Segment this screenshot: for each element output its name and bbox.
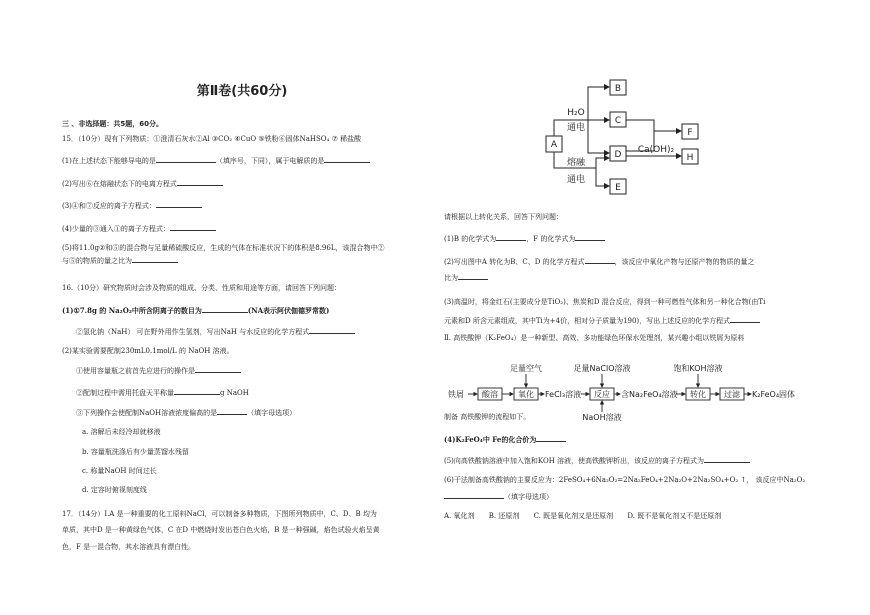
- flow-react: 反应: [594, 390, 610, 399]
- q16-part3: (2)某实验需要配制230mL0.1mol/L 的 NaOH 溶液。: [62, 347, 234, 356]
- r-part3c: Ⅱ. 高铁酸钾（K₂FeO₄）是一种新型、高效、多功能绿色环保水处理剂，某兴趣小组以铁屑为原料: [444, 333, 745, 342]
- flow-fecl3: FeCl₃溶液: [545, 390, 582, 399]
- q15-part5b: 与⑤的物质的量之比为: [62, 254, 422, 266]
- label-a: A: [550, 140, 558, 150]
- flow-filter: 过滤: [724, 390, 740, 399]
- flow-koh: 饱和KOH溶液: [673, 364, 723, 373]
- flow-naoh: NaOH溶液: [582, 413, 622, 422]
- r-part3a: (3)高温时，将金红石(主要成分是TiO₂)、焦炭和D 混合反应，得到一种可燃性气体和另一种化合物(由Ti: [444, 297, 766, 306]
- q15-stem: 15．（10分）现有下列物质：①澄清石灰水②Al ③CO₂ ④CuO ⑤铁粉⑥固体NaHSO₄ ⑦ 稀盐酸: [62, 135, 362, 143]
- q17-line1: 17．（14分）Ⅰ.A 是一种重要的化工原料NaCl，可以制备多种物质，下图所列物质中，C、D、B 均为: [62, 509, 377, 518]
- r-part6b: （填字母选项）: [444, 490, 824, 502]
- r-part3b: 元素和D 所含元素组成，其中Ti为+4价，相对分子质量为190)，写出上述反应的化学方程式: [444, 314, 824, 326]
- flow-convert: 转化: [690, 390, 706, 399]
- left-column: [62, 80, 422, 552]
- label-f: F: [687, 128, 693, 138]
- label-b: B: [614, 84, 622, 94]
- q16-stem: 16.（10分）研究物质时会涉及物质的组成、分类、性质和用途等方面，请回答下列问题：: [62, 284, 342, 293]
- r-part2c: 比为: [444, 271, 824, 283]
- r-part2: (2)写出图中A 转化为B、C、D 的化学方程式 ，该反应中氧化产物与还原产物的物质的量之: [444, 255, 824, 267]
- flow-caption: 制备 高铁酸钾的流程如下。: [444, 413, 531, 422]
- label-caoh2: Ca(OH)₂: [637, 145, 675, 155]
- q16-part1: (1)①7.8g 的 Na₂O₂中所含阴离子的数目为 (NA表示阿伏伽德罗常数): [62, 305, 330, 315]
- label-c: C: [614, 116, 622, 126]
- q16-part2: ②氢化钠（NaH） 可在野外用作生氢剂，写出NaH 与水反应的化学方程式: [62, 325, 422, 337]
- q15-part3: (3)④和⑦反应的离子方程式：: [62, 199, 422, 211]
- section-heading: 三 、非选择题：共5题，60分。: [62, 120, 164, 128]
- label-e: E: [615, 183, 621, 193]
- label-h2o: H₂O: [567, 108, 585, 118]
- q16-part6: ③下列操作会使配制NaOH溶液浓度偏高的是 （填字母选项）: [62, 406, 422, 418]
- flow-product: K₂FeO₄固体: [752, 390, 796, 399]
- r-option-c: C. 既是氧化剂又是还原剂: [533, 512, 614, 521]
- q15-part2: (2)写出⑥在熔融状态下的电离方程式: [62, 177, 422, 189]
- r-option-a: A. 氧化剂: [444, 512, 475, 521]
- r-part1: (1)B 的化学式为 ，F 的化学式为: [444, 232, 824, 244]
- flow-naclo: 足量NaClO溶液: [573, 364, 631, 373]
- page-title: 第Ⅱ卷(共60分): [196, 84, 288, 99]
- flow-iron-scrap: 铁屑: [448, 390, 464, 399]
- q16-option-c: c. 称量NaOH 时间过长: [82, 467, 157, 475]
- q16-option-a: a. 溶解后未经冷却就移液: [82, 428, 161, 437]
- flow-acid-dissolve: 酸溶: [482, 390, 498, 399]
- label-molten: 熔融: [566, 158, 586, 168]
- q16-option-b: b. 容量瓶洗涤后有少量蒸馏水残留: [82, 447, 189, 456]
- r-options: [444, 512, 824, 521]
- q15-part1: (1)在上述状态下能够导电的是 （填序号，下同），属于电解质的是: [62, 154, 422, 166]
- label-electrolysis-2: 通电: [566, 175, 586, 185]
- r-option-b: B. 还原剂: [488, 512, 520, 521]
- q17-line3: 色，F 是一混合物，其水溶液具有漂白性。: [62, 542, 196, 551]
- r-part4: (4)K₂FeO₄中 Fe的化合价为: [444, 433, 824, 444]
- label-d: D: [614, 150, 622, 160]
- answer-prompt: 请根据以上转化关系，回答下列问题：: [444, 213, 563, 221]
- flow-na2feo4: 含Na₂FeO₄溶液: [621, 390, 678, 399]
- label-electrolysis-1: 通电: [566, 123, 586, 133]
- preparation-flow-chart: [448, 362, 808, 424]
- flow-air: 足量空气: [510, 364, 542, 373]
- q15-part4: (4)少量的③通入①的离子方程式：: [62, 222, 422, 234]
- q15-part5a: (5)将11.0g②和⑤的混合物与足量稀硫酸反应，生成的气体在标准状况下的体积是8.96L，该混合物中②: [62, 244, 385, 253]
- r-part5: (5)向高铁酸钠溶液中加入饱和KOH 溶液，使高铁酸钾析出，该反应的离子方程式为: [444, 454, 824, 466]
- r-option-d: D. 既不是氧化剂又不是还原剂: [627, 512, 722, 521]
- q17-line2: 单质，其中D 是一种黄绿色气体，C 在D 中燃烧时发出苍白色火焰，B 是一种强碱，焰色试验火焰呈黄: [62, 526, 380, 535]
- right-column: [444, 70, 824, 522]
- flow-oxidize: 氧化: [518, 390, 534, 399]
- r-part6a: (6)干法制备高铁酸钠的主要反应为：2FeSO₄+6Na₂O₂=2Na₂FeO₄+2Na₂O+2Na₂SO₄+O₂ ↑， 该反应中Na₂O₂: [444, 476, 806, 485]
- q16-part5: ②配制过程中需用托盘天平称量 g NaOH: [62, 386, 422, 398]
- label-h: H: [686, 153, 694, 163]
- q16-part4: ①使用容量瓶之前首先应进行的操作是: [62, 364, 422, 376]
- q16-option-d: d. 定容时俯视刻度线: [82, 486, 147, 495]
